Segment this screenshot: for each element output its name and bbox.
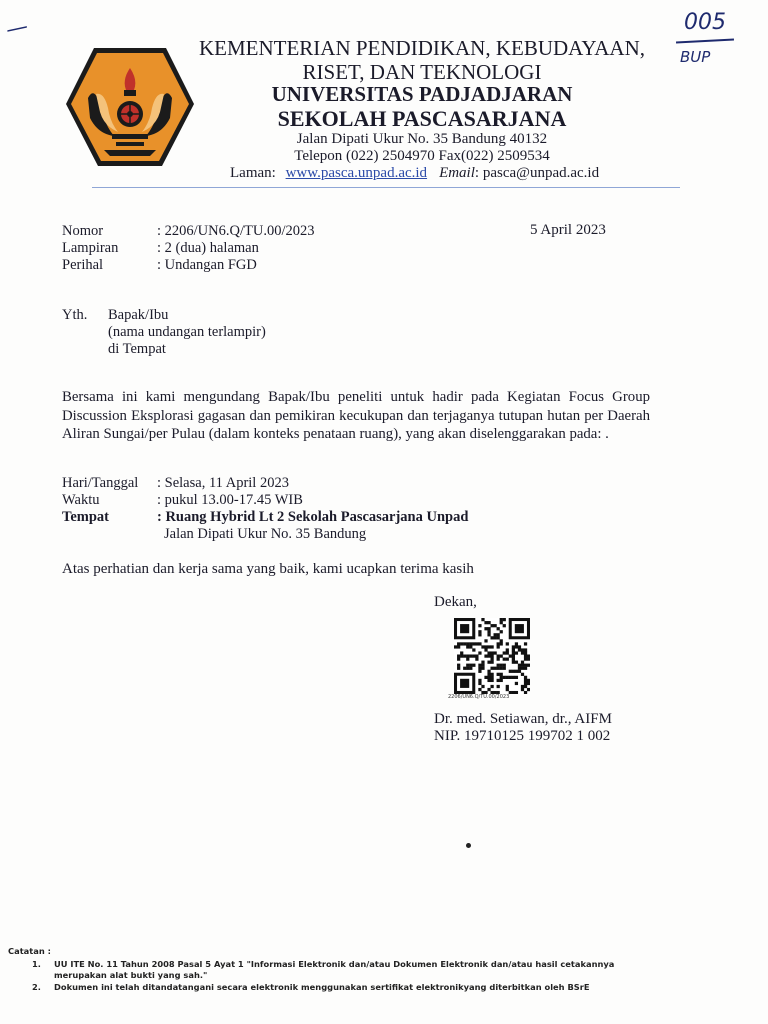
phone-line: Telepon (022) 2504970 Fax(022) 2509534 bbox=[294, 148, 550, 164]
note-2-line-1: Dokumen ini telah ditandatangani secara elektronik menggunakan sertifikat elektronikyang diterbitkan oleh BSrE bbox=[54, 982, 590, 992]
hari-row bbox=[62, 474, 289, 492]
hari-label: Hari/Tanggal bbox=[62, 475, 139, 491]
note-1-number: 1. bbox=[32, 959, 41, 969]
qr-caption: 2206/UN6.Q/TU.00/2023 bbox=[448, 694, 510, 700]
qr-code bbox=[454, 618, 530, 694]
recipient-line-2: (nama undangan terlampir) bbox=[108, 324, 266, 340]
ministry-line-2: RISET, DAN TEKNOLOGI bbox=[302, 60, 542, 84]
stray-mark bbox=[466, 843, 471, 848]
waktu-label: Waktu bbox=[62, 492, 100, 508]
email-value: : pasca@unpad.ac.id bbox=[474, 165, 600, 181]
signer-nip: NIP. 19710125 199702 1 002 bbox=[434, 728, 611, 744]
recipient-line-1: Bapak/Ibu bbox=[108, 307, 169, 323]
nomor-row bbox=[62, 222, 314, 240]
tempat-label: Tempat bbox=[62, 509, 109, 525]
handwritten-note: BUP bbox=[680, 48, 711, 66]
lampiran-label: Lampiran bbox=[62, 240, 119, 256]
signer-name: Dr. med. Setiawan, dr., AIFM bbox=[434, 711, 612, 727]
tempat-value: : Ruang Hybrid Lt 2 Sekolah Pascasarjana Unpad bbox=[157, 509, 469, 525]
note-1-line-1: UU ITE No. 11 Tahun 2008 Pasal 5 Ayat 1 "Informasi Elektronik dan/atau Dokumen Elektronik dan/atau hasil cetakannya bbox=[54, 959, 615, 969]
recipient-line-3: di Tempat bbox=[108, 341, 166, 357]
address-line: Jalan Dipati Ukur No. 35 Bandung 40132 bbox=[296, 131, 548, 147]
perihal-row bbox=[62, 256, 257, 274]
perihal-value: : Undangan FGD bbox=[157, 257, 257, 273]
closing-line: Atas perhatian dan kerja sama yang baik, kami ucapkan terima kasih bbox=[62, 561, 474, 577]
email-label: Email bbox=[439, 165, 475, 181]
letter-date: 5 April 2023 bbox=[530, 222, 606, 238]
lampiran-value: : 2 (dua) halaman bbox=[157, 240, 259, 256]
tempat-row bbox=[62, 508, 468, 526]
nomor-label: Nomor bbox=[62, 223, 104, 239]
university-logo bbox=[64, 46, 196, 168]
website-label: Laman: bbox=[230, 165, 276, 181]
perihal-label: Perihal bbox=[62, 257, 104, 273]
contact-line bbox=[230, 165, 599, 182]
waktu-row bbox=[62, 491, 303, 509]
note-1-line-2: merupakan alat bukti yang sah." bbox=[54, 970, 208, 980]
catatan-label: Catatan : bbox=[8, 946, 51, 956]
body-paragraph: Bersama ini kami mengundang Bapak/Ibu peneliti untuk hadir pada Kegiatan Focus Group Discussion Eksplorasi gagasan dan pemikiran kecukupan dan terjaganya tutupan hutan per Daerah Aliran Sungai/per Pulau (dalam konteks penataan ruang), yang akan diselenggarakan pada: . bbox=[62, 389, 650, 442]
nomor-value: : 2206/UN6.Q/TU.00/2023 bbox=[157, 223, 315, 239]
yth-label: Yth. bbox=[62, 307, 88, 323]
university-name: UNIVERSITAS PADJADJARAN bbox=[271, 82, 573, 106]
ministry-line-1: KEMENTERIAN PENDIDIKAN, KEBUDAYAAN, bbox=[198, 36, 646, 60]
website-link[interactable]: www.pasca.unpad.ac.id bbox=[285, 165, 428, 181]
note-2-number: 2. bbox=[32, 982, 41, 992]
waktu-value: : pukul 13.00-17.45 WIB bbox=[157, 492, 303, 508]
tempat-value-2: Jalan Dipati Ukur No. 35 Bandung bbox=[164, 526, 367, 542]
lampiran-row bbox=[62, 239, 259, 257]
handwritten-number: 005 bbox=[684, 10, 726, 35]
hari-value: : Selasa, 11 April 2023 bbox=[157, 475, 289, 491]
school-name: SEKOLAH PASCASARJANA bbox=[277, 106, 567, 131]
handwritten-underline bbox=[676, 38, 734, 43]
dekan-title: Dekan, bbox=[434, 594, 477, 610]
handwritten-tick: — bbox=[3, 13, 31, 44]
header-rule bbox=[92, 187, 680, 188]
